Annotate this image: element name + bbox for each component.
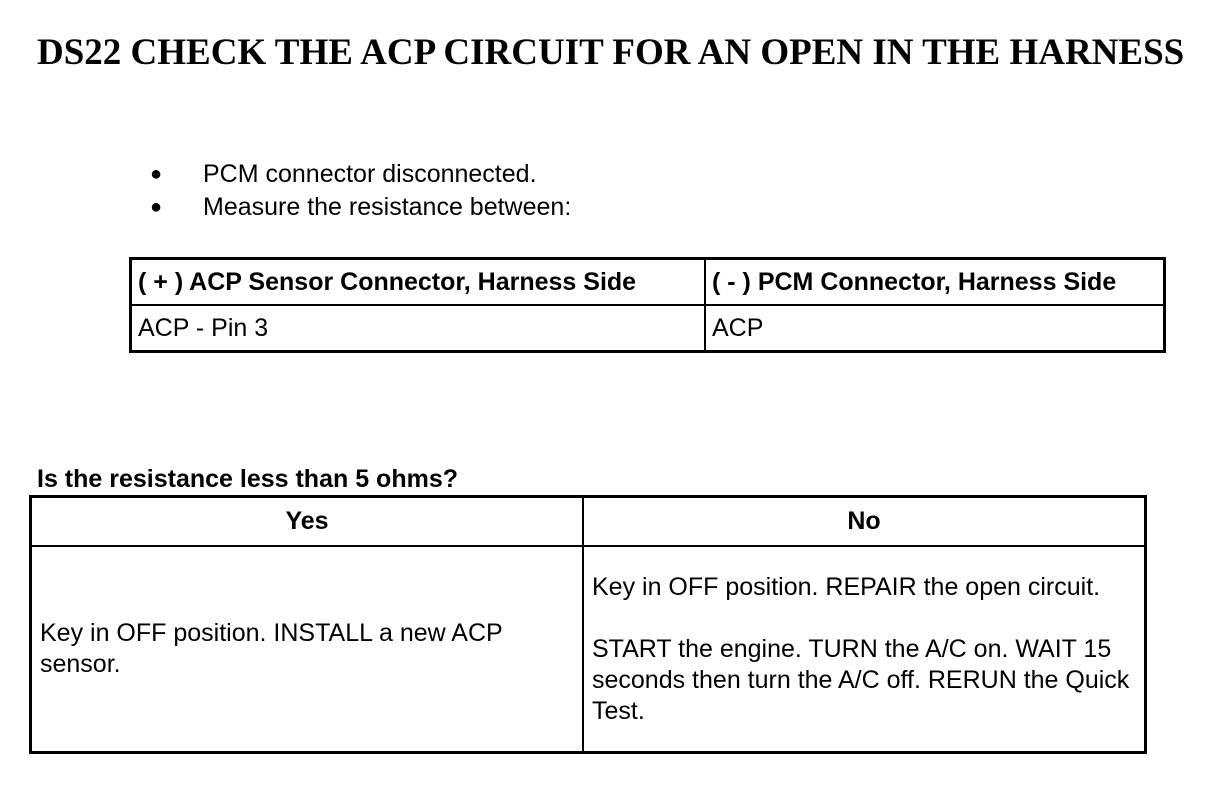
- yes-header: Yes: [31, 497, 584, 547]
- test-question: Is the resistance less than 5 ohms?: [37, 465, 458, 493]
- list-item: [150, 158, 571, 191]
- measurement-table: [129, 257, 1166, 353]
- negative-lead-header: ( - ) PCM Connector, Harness Side: [705, 259, 1165, 306]
- table-row: [131, 305, 1165, 352]
- bullet-icon: ●: [150, 163, 163, 185]
- result-table: [29, 495, 1147, 754]
- no-action-cell: [583, 546, 1146, 753]
- list-item-text: PCM connector disconnected.: [203, 160, 537, 188]
- yes-action-cell: Key in OFF position. INSTALL a new ACP sensor.: [31, 546, 584, 753]
- no-action-step: Key in OFF position. REPAIR the open circuit.: [592, 572, 1101, 601]
- bullet-icon: ●: [150, 196, 163, 218]
- no-action-step: START the engine. TURN the A/C on. WAIT 15 seconds then turn the A/C off. RERUN the Quick Test.: [592, 634, 1130, 725]
- page-title: DS22 CHECK THE ACP CIRCUIT FOR AN OPEN IN THE HARNESS: [37, 32, 1185, 73]
- negative-lead-cell: ACP: [705, 305, 1165, 352]
- no-header: No: [583, 497, 1146, 547]
- instruction-list: [150, 158, 571, 224]
- table-header-row: [131, 259, 1165, 306]
- list-item-text: Measure the resistance between:: [203, 193, 572, 221]
- table-row: [31, 546, 1146, 753]
- table-header-row: [31, 497, 1146, 547]
- list-item: [150, 191, 571, 224]
- positive-lead-cell: ACP - Pin 3: [131, 305, 706, 352]
- positive-lead-header: ( + ) ACP Sensor Connector, Harness Side: [131, 259, 706, 306]
